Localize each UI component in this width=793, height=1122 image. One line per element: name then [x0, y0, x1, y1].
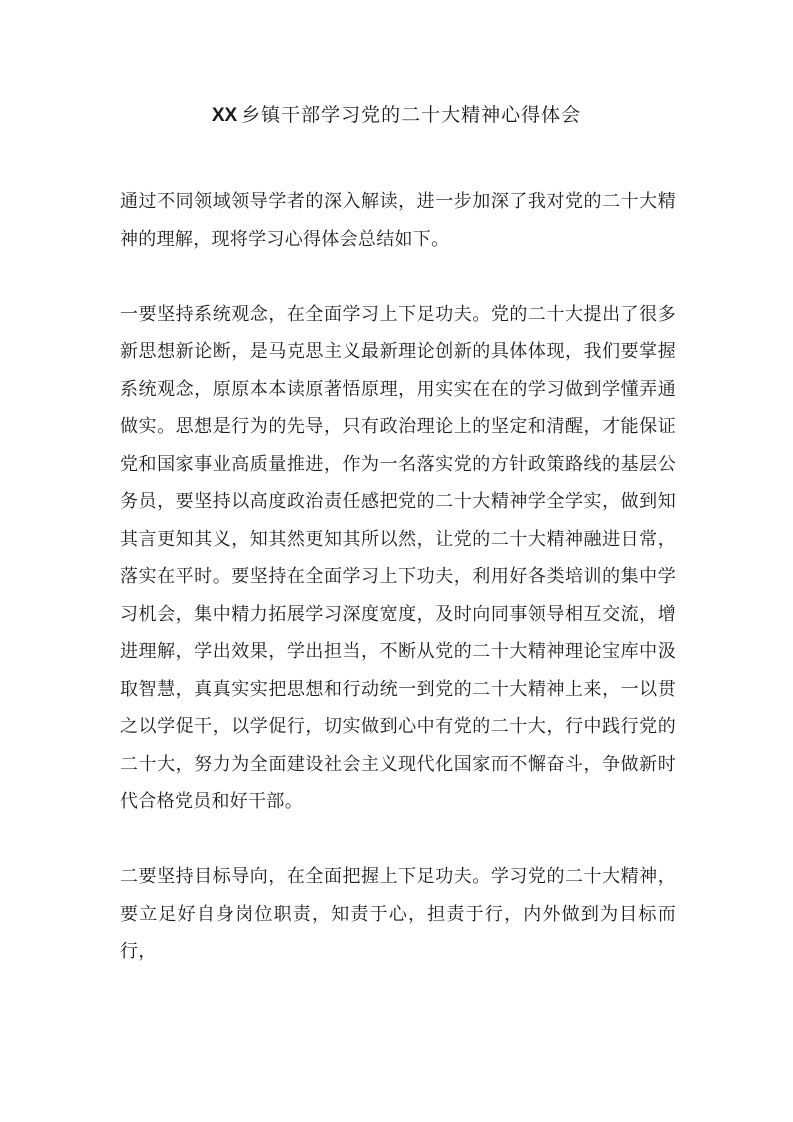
title-text: 乡镇干部学习党的二十大精神心得体会: [241, 104, 582, 126]
paragraph-spacer: [120, 821, 676, 859]
paragraph-goal-orientation: 二要坚持目标导向，在全面把握上下足功夫。学习党的二十大精神，要立足好自身岗位职责，知责于心，担责于行，内外做到为目标而行，: [120, 866, 676, 962]
paragraph-spacer: [120, 258, 676, 296]
title-prefix: XX: [211, 105, 238, 126]
document-body: [120, 183, 676, 971]
document-title: [0, 100, 793, 131]
paragraph-system-view: 一要坚持系统观念，在全面学习上下足功夫。党的二十大提出了很多新思想新论断，是马克思主义最新理论创新的具体体现，我们要掌握系统观念，原原本本读原著悟原理，用实实在在的学习做到学懂弄通做实。思想是行为的先导，只有政治理论上的坚定和清醒，才能保证党和国家事业高质量推进，作为一名落实党的方针政策路线的基层公务员，要坚持以高度政治责任感把党的二十大精神学全学实，做到知其言更知其义，知其然更知其所以然，让党的二十大精神融进日常，落实在平时。要坚持在全面学习上下功夫，利用好各类培训的集中学习机会，集中精力拓展学习深度宽度，及时向同事领导相互交流，增进理解，学出效果，学出担当，不断从党的二十大精神理论宝库中汲取智慧，真真实实把思想和行动统一到党的二十大精神上来，一以贯之以学促干，以学促行，切实做到心中有党的二十大，行中践行党的二十大，努力为全面建设社会主义现代化国家而不懈奋斗，争做新时代合格党员和好干部。: [120, 303, 676, 812]
paragraph-intro: 通过不同领域领导学者的深入解读，进一步加深了我对党的二十大精神的理解，现将学习心得体会总结如下。: [120, 191, 676, 250]
